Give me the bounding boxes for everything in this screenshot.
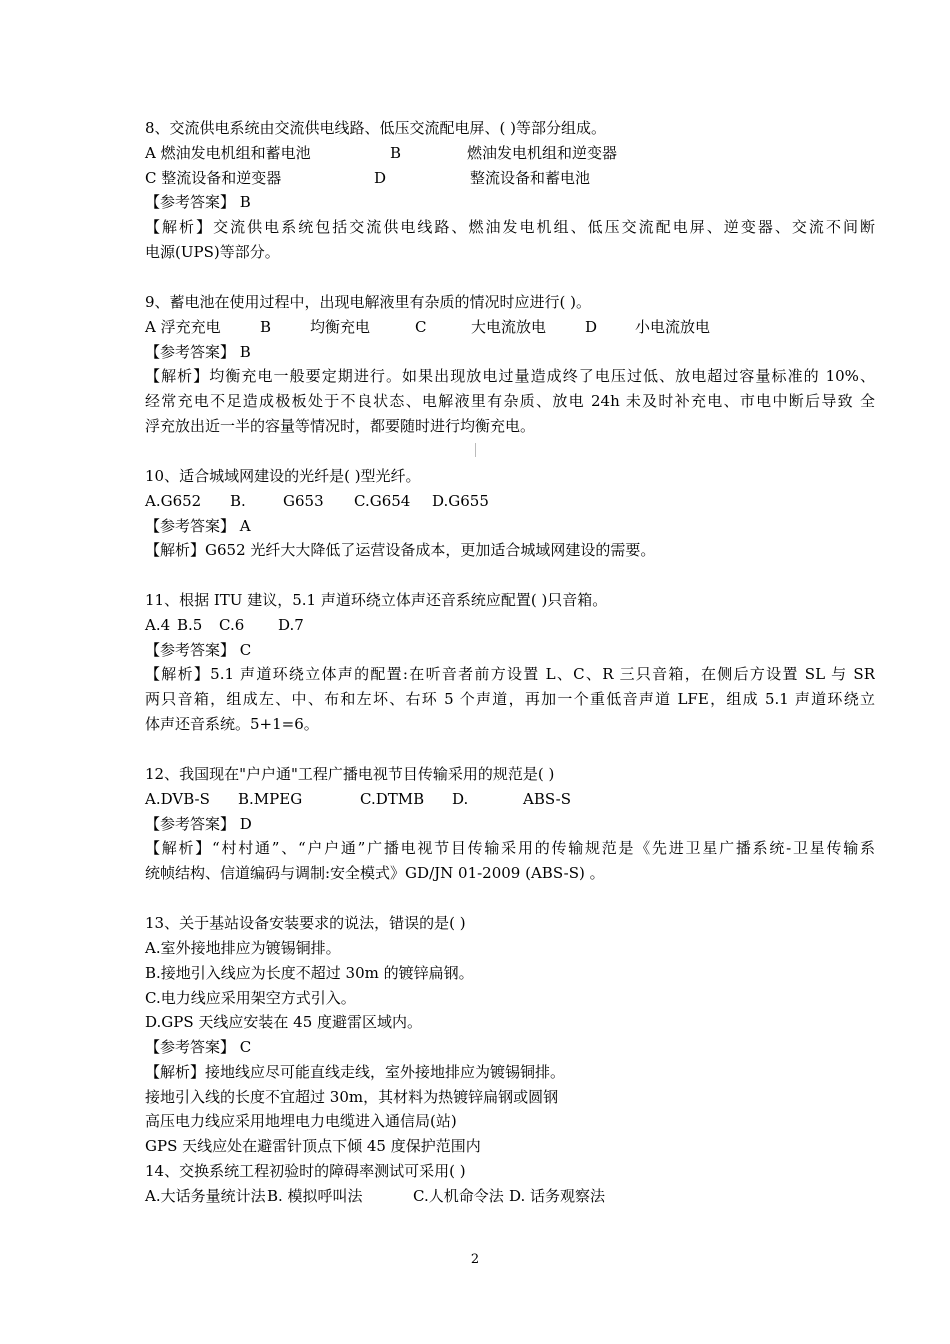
q12-option-a: A.DVB-S <box>145 790 210 808</box>
q8-option-a: A 燃油发电机组和蓄电池 <box>145 144 311 162</box>
q8-options <box>145 141 875 165</box>
q11-option-a: A.4 <box>145 616 171 634</box>
q13-option-c: C.电力线应采用架空方式引入。 <box>145 989 356 1007</box>
q12-analysis-line-2: 统帧结构、信道编码与调制:安全模式》GD/JN 01-2009 (ABS-S) 。 <box>145 864 605 882</box>
q9-option-d-letter: D <box>585 318 598 336</box>
q11-options <box>145 613 875 637</box>
q13-analysis-line-2: 接地引入线的长度不宜超过 30m，其材料为热镀锌扁钢或圆钢 <box>145 1088 559 1106</box>
q8-answer: 【参考答案】 B <box>145 193 251 211</box>
q8-analysis-line-1: 【解析】交流供电系统包括交流供电线路、燃油发电机组、低压交流配电屏、逆变器、交流不间断 <box>145 218 875 236</box>
q9-option-c-text: 大电流放电 <box>471 318 547 336</box>
q12-option-d-letter: D. <box>452 790 469 808</box>
q9-option-b-text: 均衡充电 <box>310 318 371 336</box>
q12-options <box>145 787 875 811</box>
q14-option-b: B. 模拟呼叫法 <box>267 1187 363 1205</box>
q11-analysis-line-1: 【解析】5.1 声道环绕立体声的配置:在听音者前方设置 L、C、R 三只音箱，在侧后方设置 SL 与 SR <box>145 665 875 683</box>
q12-analysis-line-1: 【解析】“村村通”、“户户通”广播电视节目传输采用的传输规范是《先进卫星广播系统-卫星传输系 <box>145 839 875 857</box>
q8-option-d-letter: D <box>374 169 387 187</box>
q12-option-d-text: ABS-S <box>523 790 572 808</box>
q14-question: 14、交换系统工程初验时的障碍率测试可采用( ) <box>145 1162 466 1180</box>
q8-option-d-text: 整流设备和蓄电池 <box>470 169 591 187</box>
q11-analysis-line-2: 两只音箱，组成左、中、布和左坏、右环 5 个声道，再加一个重低音声道 LFE，组成 5.1 声道环绕立 <box>145 690 875 708</box>
q14-options <box>145 1184 875 1208</box>
q9-analysis-line-3: 浮充放出近一半的容量等情况时，都要随时进行均衡充电。 <box>145 417 536 435</box>
q8-question: 8、交流供电系统由交流供电线路、低压交流配电屏、( )等部分组成。 <box>145 119 607 137</box>
q9-option-b-letter: B <box>260 318 272 336</box>
q10-answer: 【参考答案】 A <box>145 517 251 535</box>
q8-option-b-text: 燃油发电机组和逆变器 <box>467 144 618 162</box>
q9-option-d-text: 小电流放电 <box>635 318 711 336</box>
q13-question: 13、关于基站设备安装要求的说法，错误的是( ) <box>145 914 466 932</box>
q9-option-a: A 浮充充电 <box>145 318 221 336</box>
q11-option-d: D.7 <box>278 616 304 634</box>
q9-option-c-letter: C <box>415 318 427 336</box>
q11-analysis-line-3: 体声还音系统。5+1=6。 <box>145 715 319 733</box>
q13-analysis-line-4: GPS 天线应处在避雷针顶点下倾 45 度保护范围内 <box>145 1137 481 1155</box>
q14-option-d: D. 话务观察法 <box>509 1187 606 1205</box>
q9-options <box>145 315 875 339</box>
q12-option-b: B.MPEG <box>238 790 303 808</box>
q11-option-c: C.6 <box>219 616 245 634</box>
q9-analysis-line-2: 经常充电不足造成极板处于不良状态、电解液里有杂质、放电 24h 未及时补充电、市电中断后导致 全 <box>145 392 875 410</box>
q8-options-2 <box>145 166 875 190</box>
q13-option-b: B.接地引入线应为长度不超过 30m 的镀锌扁钢。 <box>145 964 474 982</box>
q13-analysis-line-1: 【解析】接地线应尽可能直线走线，室外接地排应为镀锡铜排。 <box>145 1063 566 1081</box>
q10-option-c: C.G654 <box>354 492 411 510</box>
page-number: 2 <box>470 1252 480 1267</box>
q11-option-b: B.5 <box>177 616 203 634</box>
q13-analysis-line-3: 高压电力线应采用地埋电力电缆进入通信局(站) <box>145 1112 457 1130</box>
q12-answer: 【参考答案】 D <box>145 815 252 833</box>
q12-option-c: C.DTMB <box>360 790 425 808</box>
q14-option-c: C.人机命令法 <box>413 1187 504 1205</box>
text-cursor-mark <box>475 443 476 457</box>
q14-option-a: A.大话务量统计法 <box>145 1187 266 1205</box>
q8-option-b-letter: B <box>390 144 402 162</box>
q10-analysis-line-1: 【解析】G652 光纤大大降低了运营设备成本，更加适合城域网建设的需要。 <box>145 541 656 559</box>
q11-question: 11、根据 ITU 建议，5.1 声道环绕立体声还音系统应配置( )只音箱。 <box>145 591 608 609</box>
q10-option-b-letter: B. <box>230 492 246 510</box>
q13-option-a: A.室外接地排应为镀锡铜排。 <box>145 939 341 957</box>
q10-option-a: A.G652 <box>145 492 202 510</box>
q9-analysis-line-1: 【解析】均衡充电一般要定期进行。如果出现放电过量造成终了电压过低、放电超过容量标准的 10%、 <box>145 367 875 385</box>
q8-analysis-line-2: 电源(UPS)等部分。 <box>145 243 280 261</box>
q12-question: 12、我国现在"户户通"工程广播电视节目传输采用的规范是( ) <box>145 765 555 783</box>
q10-options <box>145 489 875 513</box>
q9-question: 9、蓄电池在使用过程中，出现电解液里有杂质的情况时应进行( )。 <box>145 293 592 311</box>
q10-option-b-text: G653 <box>283 492 324 510</box>
q13-option-d: D.GPS 天线应安装在 45 度避雷区域内。 <box>145 1013 423 1031</box>
q10-question: 10、适合城域网建设的光纤是( )型光纤。 <box>145 467 421 485</box>
q13-answer: 【参考答案】 C <box>145 1038 252 1056</box>
q8-option-c: C 整流设备和逆变器 <box>145 169 282 187</box>
q10-option-d: D.G655 <box>432 492 489 510</box>
q9-answer: 【参考答案】 B <box>145 343 251 361</box>
q11-answer: 【参考答案】 C <box>145 641 252 659</box>
